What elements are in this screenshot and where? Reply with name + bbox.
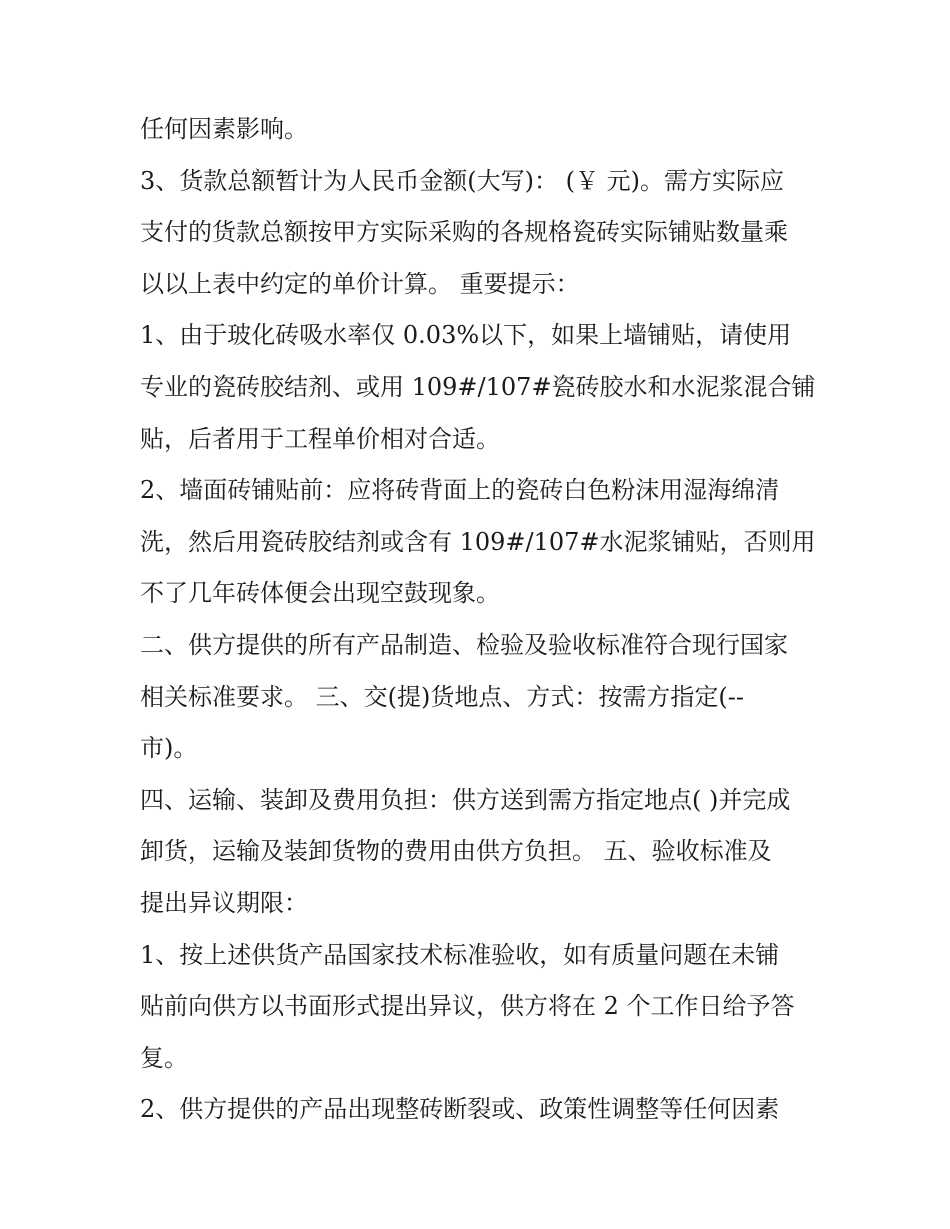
text-line: 卸货，运输及装卸货物的费用由供方负担。 五、验收标准及 bbox=[140, 837, 772, 866]
text-line: 1、由于玻化砖吸水率仅 0.03%以下，如果上墙铺贴，请使用 bbox=[140, 321, 792, 350]
text-line: 支付的货款总额按甲方实际采购的各规格瓷砖实际铺贴数量乘 bbox=[140, 218, 788, 247]
text-line: 相关标准要求。 三、交(提)货地点、方式：按需方指定(-- bbox=[140, 682, 744, 711]
text-line: 洗，然后用瓷砖胶结剂或含有 109#/107#水泥浆铺贴，否则用 bbox=[140, 527, 816, 556]
text-line: 3、货款总额暂计为人民币金额(大写)： (￥ 元)。需方实际应 bbox=[140, 166, 784, 195]
text-line: 复。 bbox=[140, 1043, 188, 1072]
text-line: 贴前向供方以书面形式提出异议，供方将在 2 个工作日给予答 bbox=[140, 992, 795, 1021]
text-line: 不了几年砖体便会出现空鼓现象。 bbox=[140, 579, 500, 608]
text-line: 2、供方提供的产品出现整砖断裂或、政策性调整等任何因素 bbox=[140, 1095, 780, 1124]
text-line: 任何因素影响。 bbox=[140, 115, 308, 143]
text-line: 2、墙面砖铺贴前：应将砖背面上的瓷砖白色粉沫用湿海绵清 bbox=[140, 476, 780, 505]
text-line: 二、供方提供的所有产品制造、检验及验收标准符合现行国家 bbox=[140, 630, 788, 659]
text-line: 专业的瓷砖胶结剂、或用 109#/107#瓷砖胶水和水泥浆混合铺 bbox=[140, 372, 816, 401]
text-line: 贴，后者用于工程单价相对合适。 bbox=[140, 424, 500, 453]
document-body bbox=[140, 104, 820, 1136]
text-line: 1、按上述供货产品国家技术标准验收，如有质量问题在未铺 bbox=[140, 940, 780, 969]
text-line: 四、运输、装卸及费用负担：供方送到需方指定地点( )并完成 bbox=[140, 785, 791, 814]
text-line: 以以上表中约定的单价计算。 重要提示： bbox=[140, 269, 580, 298]
text-line: 市)。 bbox=[140, 734, 198, 763]
text-line: 提出异议期限： bbox=[140, 888, 308, 917]
